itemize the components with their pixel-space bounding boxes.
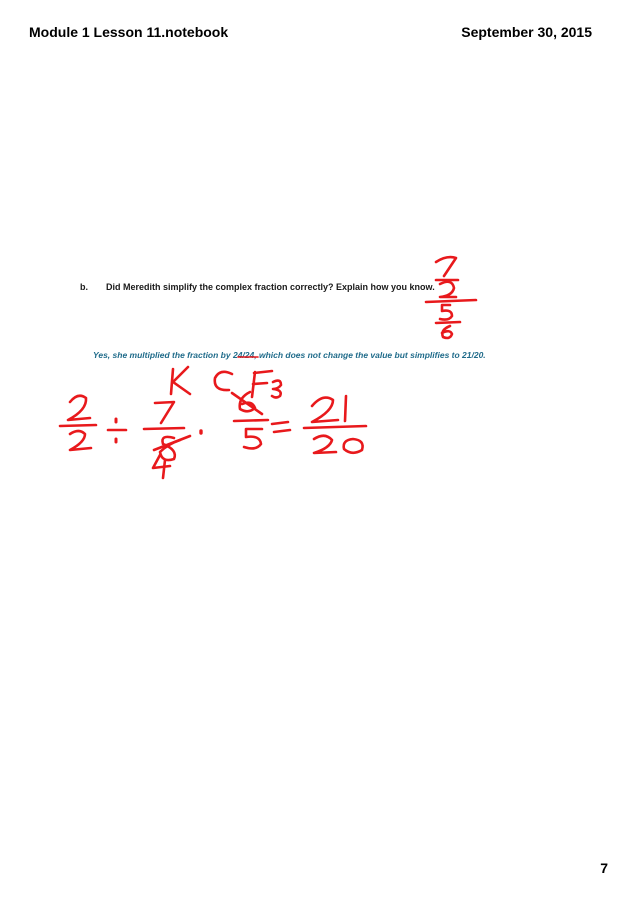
question-letter: b. [80,282,88,292]
page-date: September 30, 2015 [461,24,592,40]
page-number: 7 [600,860,608,876]
complex-fraction-sketch [426,257,476,338]
handwritten-equation [60,392,366,478]
question-text: Did Meredith simplify the complex fraction correctly? Explain how you know. [106,282,435,292]
notebook-title: Module 1 Lesson 11.notebook [29,24,229,40]
answer-text: Yes, she multiplied the fraction by 24/24, which does not change the value but simplifies to 21/20. [93,350,486,360]
kcf-label [171,367,281,398]
question-b [80,282,435,292]
